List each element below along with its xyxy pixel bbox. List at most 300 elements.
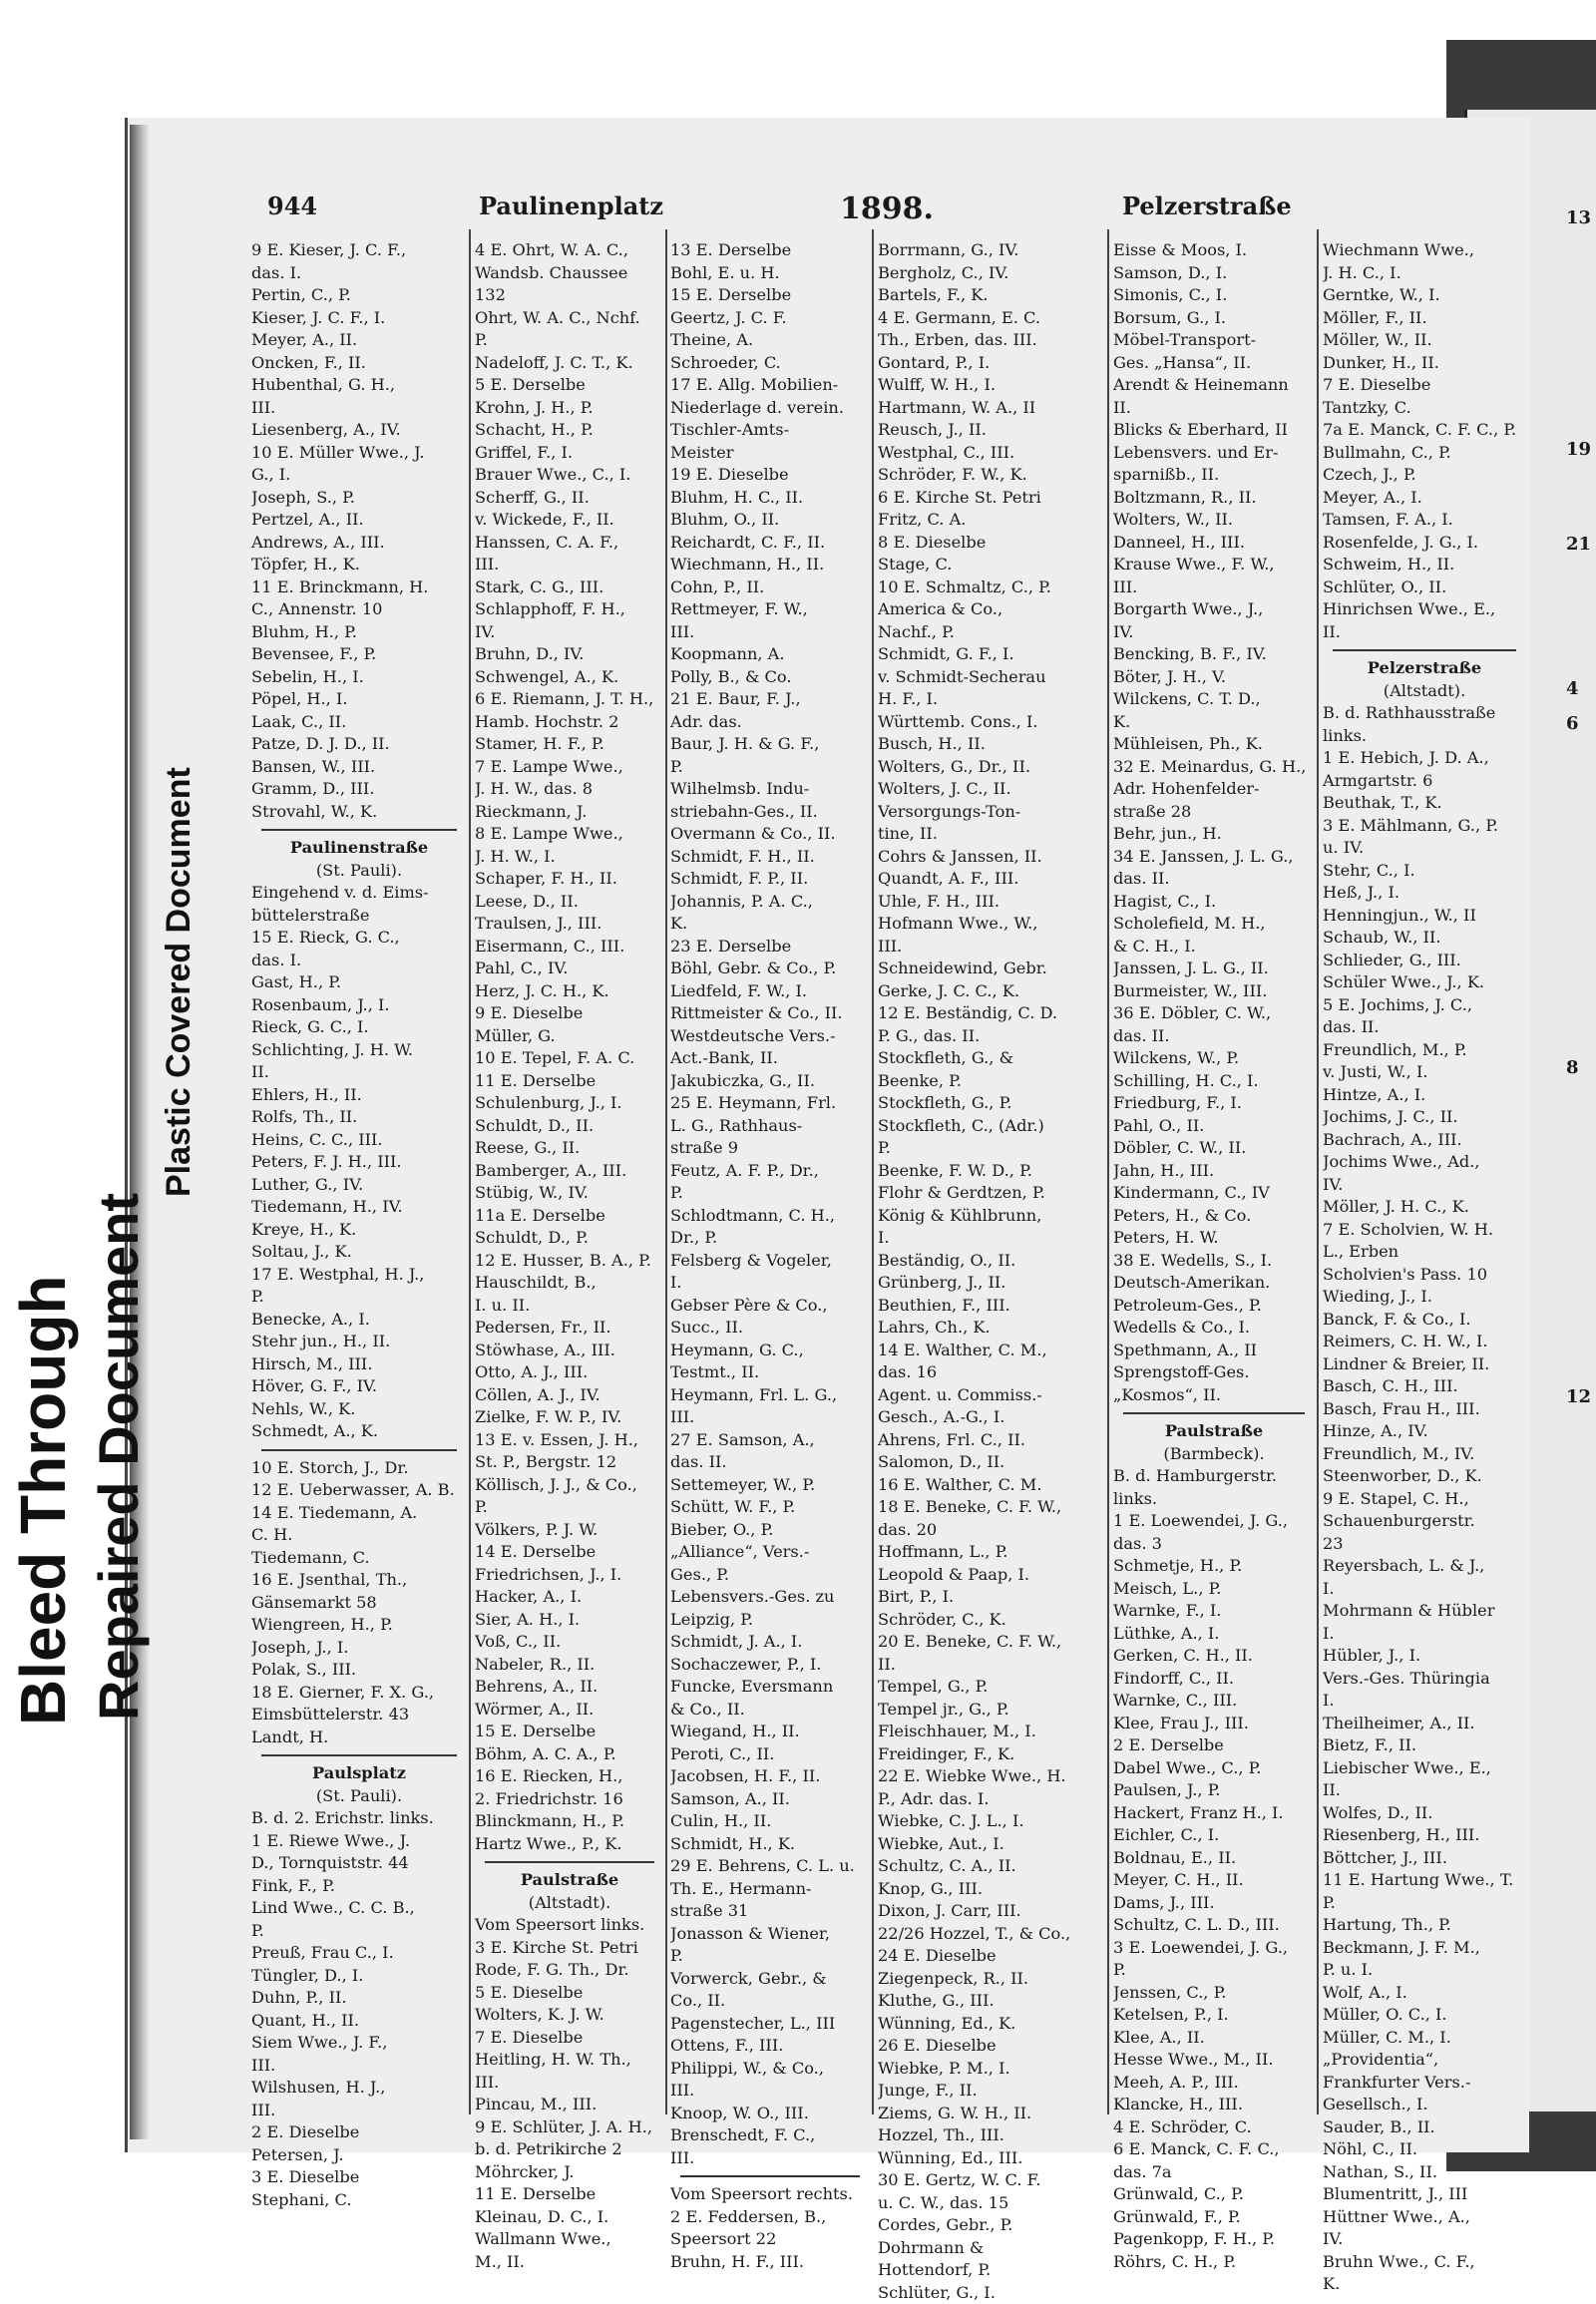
directory-entry: 7 E. Dieselbe [1323, 374, 1526, 397]
directory-entry: 2. Friedrichstr. 16 [475, 1788, 664, 1811]
year-heading: 1898. [840, 192, 934, 226]
directory-entry: Sauder, B., II. [1323, 2116, 1526, 2139]
directory-entry: links. [1113, 1488, 1315, 1511]
directory-entry: Tempel jr., G., P. [878, 1699, 1105, 1722]
directory-entry: Rieckmann, J. [475, 801, 664, 824]
directory-entry: 8 E. Lampe Wwe., [475, 823, 664, 846]
directory-entry: Bevensee, F., P. [251, 643, 467, 666]
directory-entry: Dabel Wwe., C., P. [1113, 1757, 1315, 1780]
directory-entry: Tischler-Amts- [670, 419, 870, 442]
directory-entry: P. [475, 1496, 664, 1519]
directory-entry: I. u. II. [475, 1295, 664, 1318]
directory-entry: Leipzig, P. [670, 1609, 870, 1632]
directory-entry: Wiengreen, H., P. [251, 1614, 467, 1637]
directory-entry: Leopold & Paap, I. [878, 1564, 1105, 1587]
directory-entry: Benecke, A., I. [251, 1309, 467, 1332]
street-heading: Paulsplatz [251, 1762, 467, 1785]
directory-entry: Wiebke, P. M., I. [878, 2058, 1105, 2081]
directory-entry: Frankfurter Vers.- [1323, 2072, 1526, 2095]
directory-column-3 [670, 239, 870, 2273]
directory-entry: Paulsen, J., P. [1113, 1779, 1315, 1802]
directory-entry: das. 7a [1113, 2161, 1315, 2184]
directory-entry: Jahn, H., III. [1113, 1160, 1315, 1183]
directory-entry: Kindermann, C., IV [1113, 1182, 1315, 1205]
directory-entry: 12 E. Ueberwasser, A. B. [251, 1479, 467, 1502]
directory-entry: Th., Erben, das. III. [878, 329, 1105, 352]
directory-entry: Hübler, J., I. [1323, 1645, 1526, 1668]
directory-entry: Wiebke, C. J. L., I. [878, 1810, 1105, 1833]
directory-column-5 [1113, 239, 1315, 2273]
directory-entry: Basch, C. H., III. [1323, 1375, 1526, 1398]
directory-entry: Ottens, F., III. [670, 2035, 870, 2058]
left-running-head: Paulinenplatz [479, 192, 663, 220]
directory-entry: Lebensvers.-Ges. zu [670, 1586, 870, 1609]
directory-entry: Cohn, P., II. [670, 576, 870, 599]
directory-entry: 27 E. Samson, A., [670, 1429, 870, 1452]
directory-entry: Hesse Wwe., M., II. [1113, 2049, 1315, 2072]
directory-entry: 14 E. Tiedemann, A. [251, 1502, 467, 1525]
directory-entry: Reusch, J., II. [878, 419, 1105, 442]
directory-entry: striebahn-Ges., II. [670, 801, 870, 824]
directory-entry: Hubenthal, G. H., [251, 374, 467, 397]
directory-entry: Hackert, Franz H., I. [1113, 1802, 1315, 1825]
directory-entry: Hofmann Wwe., W., [878, 913, 1105, 936]
directory-entry: Grünberg, J., II. [878, 1272, 1105, 1295]
directory-entry: Theilheimer, A., II. [1323, 1713, 1526, 1735]
directory-entry: Reichardt, C. F., II. [670, 532, 870, 555]
directory-entry: Peroti, C., II. [670, 1743, 870, 1766]
directory-entry: Reyersbach, L. & J., [1323, 1555, 1526, 1578]
directory-entry: Pedersen, Fr., II. [475, 1317, 664, 1340]
directory-entry: Bluhm, H. C., II. [670, 487, 870, 510]
directory-entry: Klancke, H., III. [1113, 2094, 1315, 2116]
directory-entry: Röhrs, C. H., P. [1113, 2251, 1315, 2274]
directory-entry: Klee, Frau J., III. [1113, 1713, 1315, 1735]
directory-entry: Rosenfelde, J. G., I. [1323, 532, 1526, 555]
directory-entry: sparnißb., II. [1113, 464, 1315, 487]
directory-entry: 25 E. Heymann, Frl. [670, 1092, 870, 1115]
directory-entry: Stockfleth, G., P. [878, 1092, 1105, 1115]
directory-entry: II. [251, 1061, 467, 1084]
directory-entry: Freundlich, M., P. [1323, 1039, 1526, 1062]
directory-entry: Schröder, C., K. [878, 1609, 1105, 1632]
directory-entry: Schaper, F. H., II. [475, 868, 664, 891]
directory-entry: v. Wickede, F., II. [475, 509, 664, 532]
directory-entry: 1 E. Hebich, J. D. A., [1323, 747, 1526, 770]
directory-entry: Bietz, F., II. [1323, 1734, 1526, 1757]
directory-entry: 9 E. Stapel, C. H., [1323, 1488, 1526, 1511]
directory-entry: P., Adr. das. I. [878, 1788, 1105, 1811]
directory-entry: Freidinger, F., K. [878, 1743, 1105, 1766]
directory-entry: J. H. W., I. [475, 846, 664, 869]
directory-entry: Hacker, A., I. [475, 1586, 664, 1609]
directory-entry: Borgarth Wwe., J., [1113, 598, 1315, 621]
directory-entry: Succ., II. [670, 1317, 870, 1340]
directory-entry: Schüler Wwe., J., K. [1323, 971, 1526, 994]
directory-entry: Samson, D., I. [1113, 262, 1315, 285]
directory-entry: Jochims Wwe., Ad., [1323, 1151, 1526, 1174]
directory-entry: Hüttner Wwe., A., [1323, 2206, 1526, 2229]
directory-entry: Schmidt, F. P., II. [670, 868, 870, 891]
directory-entry: I. [1323, 1623, 1526, 1646]
directory-column-1 [251, 239, 467, 2211]
directory-entry: Völkers, P. J. W. [475, 1519, 664, 1542]
directory-entry: Czech, J., P. [1323, 464, 1526, 487]
directory-entry: Wiebke, Aut., I. [878, 1833, 1105, 1856]
directory-entry: 23 [1323, 1533, 1526, 1556]
directory-entry: Bencking, B. F., IV. [1113, 643, 1315, 666]
directory-entry: Schmetje, H., P. [1113, 1555, 1315, 1578]
directory-entry: Bieber, O., P. [670, 1519, 870, 1542]
directory-entry: Vom Speersort rechts. [670, 2183, 870, 2206]
directory-entry: Schuldt, D., II. [475, 1115, 664, 1138]
directory-entry: Rieck, G. C., I. [251, 1016, 467, 1039]
directory-entry: Jakubiczka, G., II. [670, 1070, 870, 1093]
directory-entry: 22/26 Hozzel, T., & Co., [878, 1923, 1105, 1946]
directory-entry: 15 E. Rieck, G. C., [251, 927, 467, 950]
directory-entry: Dunker, H., II. [1323, 352, 1526, 375]
directory-entry: Herz, J. C. H., K. [475, 980, 664, 1003]
directory-entry: Kluthe, G., III. [878, 1990, 1105, 2013]
directory-entry: 10 E. Tepel, F. A. C. [475, 1047, 664, 1070]
directory-entry: v. Schmidt-Secherau [878, 666, 1105, 689]
directory-entry: Möller, J. H. C., K. [1323, 1196, 1526, 1219]
directory-entry: Schmidt, H., K. [670, 1833, 870, 1856]
directory-entry: Gerken, C. H., II. [1113, 1645, 1315, 1668]
directory-entry: Scholefield, M. H., [1113, 913, 1315, 936]
directory-entry: 2 E. Feddersen, B., [670, 2206, 870, 2229]
directory-entry: Westdeutsche Vers.- [670, 1025, 870, 1048]
directory-entry: 15 E. Derselbe [475, 1721, 664, 1743]
directory-entry: K. [670, 913, 870, 936]
repaired-document-label: Repaired Document [86, 1193, 151, 1721]
street-heading: Paulstraße [1113, 1420, 1315, 1443]
directory-entry: 12 E. Husser, B. A., P. [475, 1250, 664, 1273]
district-label: (Altstadt). [475, 1892, 664, 1915]
directory-entry: „Kosmos“, II. [1113, 1384, 1315, 1407]
directory-entry: 38 E. Wedells, S., I. [1113, 1250, 1315, 1273]
directory-entry: Pincau, M., III. [475, 2094, 664, 2116]
directory-entry: Busch, H., II. [878, 733, 1105, 756]
directory-entry: 22 E. Wiebke Wwe., H. [878, 1765, 1105, 1788]
directory-entry: 17 E. Allg. Mobilien- [670, 374, 870, 397]
directory-entry: 13 E. v. Essen, J. H., [475, 1429, 664, 1452]
directory-entry: Rosenbaum, J., I. [251, 994, 467, 1017]
directory-entry: Koopmann, A. [670, 643, 870, 666]
directory-entry: das. I. [251, 950, 467, 972]
directory-entry: P. [670, 1945, 870, 1968]
directory-entry: Jacobsen, H. F., II. [670, 1765, 870, 1788]
directory-entry: Fink, F., P. [251, 1875, 467, 1898]
directory-entry: Cohrs & Janssen, II. [878, 846, 1105, 869]
directory-entry: das. II. [670, 1451, 870, 1474]
directory-entry: Riesenberg, H., III. [1323, 1824, 1526, 1847]
directory-entry: St. P., Bergstr. 12 [475, 1451, 664, 1474]
directory-entry: 7 E. Scholvien, W. H. [1323, 1219, 1526, 1242]
directory-entry: Niederlage d. verein. [670, 397, 870, 420]
directory-entry: Schultz, C. L. D., III. [1113, 1914, 1315, 1937]
directory-entry: Wiechmann, H., II. [670, 554, 870, 576]
directory-entry: Leese, D., II. [475, 891, 664, 914]
directory-entry: Pertin, C., P. [251, 284, 467, 307]
directory-entry: Gebser Père & Co., [670, 1295, 870, 1318]
directory-entry: 30 E. Gertz, W. C. F. [878, 2169, 1105, 2192]
directory-entry: Act.-Bank, II. [670, 1047, 870, 1070]
directory-entry: 6 E. Manck, C. F. C., [1113, 2138, 1315, 2161]
directory-entry: Schultz, C. A., II. [878, 1855, 1105, 1878]
directory-entry: Pahl, C., IV. [475, 958, 664, 980]
directory-entry: Stamer, H. F., P. [475, 733, 664, 756]
directory-entry: Voß, C., II. [475, 1631, 664, 1654]
directory-entry: Steenworber, D., K. [1323, 1465, 1526, 1488]
directory-entry: das. 16 [878, 1361, 1105, 1384]
directory-entry: B. d. Hamburgerstr. [1113, 1465, 1315, 1488]
directory-entry: 13 E. Derselbe [670, 239, 870, 262]
directory-entry: Bluhm, H., P. [251, 621, 467, 644]
directory-entry: IV. [1323, 1174, 1526, 1197]
directory-entry: das. 20 [878, 1519, 1105, 1542]
directory-column-6 [1323, 239, 1526, 2296]
directory-entry: Petroleum-Ges., P. [1113, 1295, 1315, 1318]
directory-entry: Schütt, W. F., P. [670, 1496, 870, 1519]
directory-entry: Overmann & Co., II. [670, 823, 870, 846]
directory-entry: III. [475, 554, 664, 576]
directory-entry: Hamb. Hochstr. 2 [475, 711, 664, 734]
directory-entry: Eichler, C., I. [1113, 1824, 1315, 1847]
directory-entry: 18 E. Beneke, C. F. W., [878, 1496, 1105, 1519]
directory-entry: Töpfer, H., K. [251, 554, 467, 576]
directory-entry: Nachf., P. [878, 621, 1105, 644]
directory-entry: K. [1113, 711, 1315, 734]
directory-entry: Klee, A., II. [1113, 2027, 1315, 2050]
directory-entry: Heitling, H. W. Th., [475, 2049, 664, 2072]
directory-entry: III. [475, 2072, 664, 2095]
directory-entry: Bamberger, A., III. [475, 1160, 664, 1183]
directory-entry: Eisermann, C., III. [475, 936, 664, 959]
directory-entry: Sprengstoff-Ges. [1113, 1361, 1315, 1384]
directory-entry: 10 E. Storch, J., Dr. [251, 1457, 467, 1480]
directory-entry: Scherff, G., II. [475, 487, 664, 510]
directory-entry: Ges., P. [670, 1564, 870, 1587]
directory-entry: Tamsen, F. A., I. [1323, 509, 1526, 532]
directory-entry: Nöhl, C., II. [1323, 2138, 1526, 2161]
directory-entry: 132 [475, 284, 664, 307]
directory-entry: Vorwerck, Gebr., & [670, 1968, 870, 1991]
directory-entry: 7 E. Dieselbe [475, 2027, 664, 2050]
directory-entry: 7a E. Manck, C. F. C., P. [1323, 419, 1526, 442]
directory-entry: 5 E. Derselbe [475, 374, 664, 397]
directory-entry: Felsberg & Vogeler, [670, 1250, 870, 1273]
directory-entry: Beuthak, T., K. [1323, 792, 1526, 815]
directory-entry: Hintze, A., I. [1323, 1084, 1526, 1107]
directory-entry: Cöllen, A. J., IV. [475, 1384, 664, 1407]
directory-entry: & Co., II. [670, 1699, 870, 1722]
directory-entry: 14 E. Walther, C. M., [878, 1340, 1105, 1362]
directory-entry: Schlodtmann, C. H., [670, 1205, 870, 1228]
directory-entry: 26 E. Dieselbe [878, 2035, 1105, 2058]
directory-entry: Knop, G., III. [878, 1878, 1105, 1901]
directory-entry: Köllisch, J. J., & Co., [475, 1474, 664, 1497]
directory-entry: Tiedemann, C. [251, 1547, 467, 1570]
directory-entry: Jenssen, C., P. [1113, 1982, 1315, 2005]
directory-entry: 16 E. Walther, C. M. [878, 1474, 1105, 1497]
directory-entry: Philippi, W., & Co., [670, 2058, 870, 2081]
directory-entry: Lindner & Breier, II. [1323, 1353, 1526, 1376]
directory-entry: das. II. [1113, 1025, 1315, 1048]
directory-entry: America & Co., [878, 598, 1105, 621]
directory-entry: Nathan, S., II. [1323, 2161, 1526, 2184]
directory-entry: Meeh, A. P., III. [1113, 2072, 1315, 2095]
directory-entry: II. [878, 1654, 1105, 1677]
directory-entry: III. [670, 621, 870, 644]
directory-entry: Speersort 22 [670, 2228, 870, 2251]
directory-entry: Hozzel, Th., III. [878, 2124, 1105, 2147]
directory-entry: Blinckmann, H., P. [475, 1810, 664, 1833]
directory-entry: 14 E. Derselbe [475, 1541, 664, 1564]
directory-entry: Henningjun., W., II [1323, 905, 1526, 928]
directory-entry: 18 E. Gierner, F. X. G., [251, 1682, 467, 1705]
directory-entry: III. [670, 2147, 870, 2170]
directory-entry: III. [251, 2055, 467, 2078]
directory-entry: P. u. I. [1323, 1959, 1526, 1982]
directory-entry: Lahrs, Ch., K. [878, 1317, 1105, 1340]
directory-entry: Meisch, L., P. [1113, 1578, 1315, 1601]
directory-column-4 [878, 239, 1105, 2304]
street-heading: Pelzerstraße [1323, 657, 1526, 680]
directory-entry: Ohrt, W. A. C., Nchf. [475, 307, 664, 330]
directory-entry: Hartung, Th., P. [1323, 1914, 1526, 1937]
directory-entry: Geertz, J. C. F. [670, 307, 870, 330]
bleed-through-label: Bleed Through [6, 1275, 80, 1726]
directory-entry: Eimsbüttelerstr. 43 [251, 1704, 467, 1727]
directory-entry: Kieser, J. C. F., I. [251, 307, 467, 330]
directory-entry: Liedfeld, F. W., I. [670, 980, 870, 1003]
directory-entry: Luther, G., IV. [251, 1174, 467, 1197]
directory-entry: II. [1323, 621, 1526, 644]
adjacent-line-number: 8 [1566, 1057, 1579, 1078]
directory-entry: 11 E. Derselbe [475, 2183, 664, 2206]
directory-entry: L. G., Rathhaus- [670, 1115, 870, 1138]
directory-entry: Bachrach, A., III. [1323, 1129, 1526, 1152]
directory-entry: Vom Speersort links. [475, 1914, 664, 1937]
directory-entry: Bohl, E. u. H. [670, 262, 870, 285]
directory-entry: Dams, J., III. [1113, 1892, 1315, 1915]
directory-entry: Uhle, F. H., III. [878, 891, 1105, 914]
directory-entry: 10 E. Müller Wwe., J. [251, 442, 467, 465]
directory-entry: Hinze, A., IV. [1323, 1420, 1526, 1443]
directory-entry: I. [670, 1272, 870, 1295]
directory-entry: Tiedemann, H., IV. [251, 1196, 467, 1219]
directory-entry: Blumentritt, J., III [1323, 2183, 1526, 2206]
directory-entry: Landt, H. [251, 1727, 467, 1749]
directory-entry: 6 E. Kirche St. Petri [878, 487, 1105, 510]
directory-entry: Co., II. [670, 1990, 870, 2013]
directory-entry: Th. E., Hermann- [670, 1878, 870, 1901]
directory-entry: Hauschildt, B., [475, 1272, 664, 1295]
directory-entry: Freundlich, M., IV. [1323, 1443, 1526, 1466]
directory-entry: Soltau, J., K. [251, 1241, 467, 1264]
directory-entry: 17 E. Westphal, H. J., [251, 1264, 467, 1287]
district-label: (Altstadt). [1323, 680, 1526, 703]
directory-entry: 7 E. Lampe Wwe., [475, 756, 664, 779]
directory-entry: Hoffmann, L., P. [878, 1541, 1105, 1564]
directory-entry: Dixon, J. Carr, III. [878, 1900, 1105, 1923]
directory-entry: Schneidewind, Gebr. [878, 958, 1105, 980]
directory-entry: Meister [670, 442, 870, 465]
directory-entry: Döbler, C. W., II. [1113, 1137, 1315, 1160]
plastic-covered-label: Plastic Covered Document [160, 767, 199, 1197]
directory-entry: Birt, P., I. [878, 1586, 1105, 1609]
directory-entry: Stark, C. G., III. [475, 576, 664, 599]
page-number: 944 [267, 192, 317, 220]
directory-entry: Wolters, K. J. W. [475, 2004, 664, 2027]
directory-entry: Krohn, J. H., P. [475, 397, 664, 420]
directory-entry: Nabeler, R., II. [475, 1654, 664, 1677]
directory-entry: u. C. W., das. 15 [878, 2192, 1105, 2215]
directory-entry: Ges. „Hansa“, II. [1113, 352, 1315, 375]
directory-entry: 34 E. Janssen, J. L. G., [1113, 846, 1315, 869]
directory-entry: 3 E. Mählmann, G., P. [1323, 815, 1526, 838]
directory-entry: 4 E. Ohrt, W. A. C., [475, 239, 664, 262]
directory-entry: Rolfs, Th., II. [251, 1106, 467, 1129]
directory-entry: Heß, J., I. [1323, 882, 1526, 905]
directory-entry: Hirsch, M., III. [251, 1353, 467, 1376]
directory-entry: Beenke, P. [878, 1070, 1105, 1093]
directory-entry: 19 E. Dieselbe [670, 464, 870, 487]
directory-entry: Versorgungs-Ton- [878, 801, 1105, 824]
directory-entry: Schuldt, D., P. [475, 1227, 664, 1250]
directory-entry: Feutz, A. F. P., Dr., [670, 1160, 870, 1183]
column-divider [1107, 229, 1109, 2114]
directory-entry: Behr, jun., H. [1113, 823, 1315, 846]
directory-entry: Fritz, C. A. [878, 509, 1105, 532]
directory-entry: Borrmann, G., IV. [878, 239, 1105, 262]
directory-entry: Ziegenpeck, R., II. [878, 1968, 1105, 1991]
directory-entry: Hagist, C., I. [1113, 891, 1315, 914]
directory-entry: Friedrichsen, J., I. [475, 1564, 664, 1587]
directory-entry: Stehr, C., I. [1323, 860, 1526, 883]
directory-entry: Wolfes, D., II. [1323, 1802, 1526, 1825]
directory-entry: Schmidt, G. F., I. [878, 643, 1105, 666]
directory-entry: Preuß, Frau C., I. [251, 1942, 467, 1965]
directory-entry: Stockfleth, G., & [878, 1047, 1105, 1070]
directory-entry: Culin, H., II. [670, 1810, 870, 1833]
directory-entry: Wedells & Co., I. [1113, 1317, 1315, 1340]
directory-entry: Friedburg, F., I. [1113, 1092, 1315, 1115]
directory-entry: P. [1323, 1892, 1526, 1915]
directory-entry: Lind Wwe., C. C. B., [251, 1897, 467, 1920]
directory-entry: büttelerstraße [251, 905, 467, 928]
directory-entry: Möller, W., II. [1323, 329, 1526, 352]
directory-entry: Bruhn, D., IV. [475, 643, 664, 666]
directory-entry: Wolters, W., II. [1113, 509, 1315, 532]
directory-entry: Heymann, Frl. L. G., [670, 1384, 870, 1407]
directory-entry: Bluhm, O., II. [670, 509, 870, 532]
directory-entry: Behrens, A., II. [475, 1676, 664, 1699]
directory-entry: Wolters, J. C., II. [878, 778, 1105, 801]
directory-entry: b. d. Petrikirche 2 [475, 2138, 664, 2161]
directory-entry: Wolf, A., I. [1323, 1982, 1526, 2005]
directory-entry: Warnke, C., III. [1113, 1690, 1315, 1713]
directory-entry: Lüthke, A., I. [1113, 1623, 1315, 1646]
directory-entry: Schroeder, C. [670, 352, 870, 375]
directory-entry: Ehlers, H., II. [251, 1084, 467, 1107]
directory-entry: 2 E. Dieselbe [251, 2121, 467, 2144]
directory-entry: Rittmeister & Co., II. [670, 1002, 870, 1025]
column-divider [872, 229, 874, 2114]
directory-entry: Wilckens, W., P. [1113, 1047, 1315, 1070]
street-heading: Paulstraße [475, 1869, 664, 1892]
